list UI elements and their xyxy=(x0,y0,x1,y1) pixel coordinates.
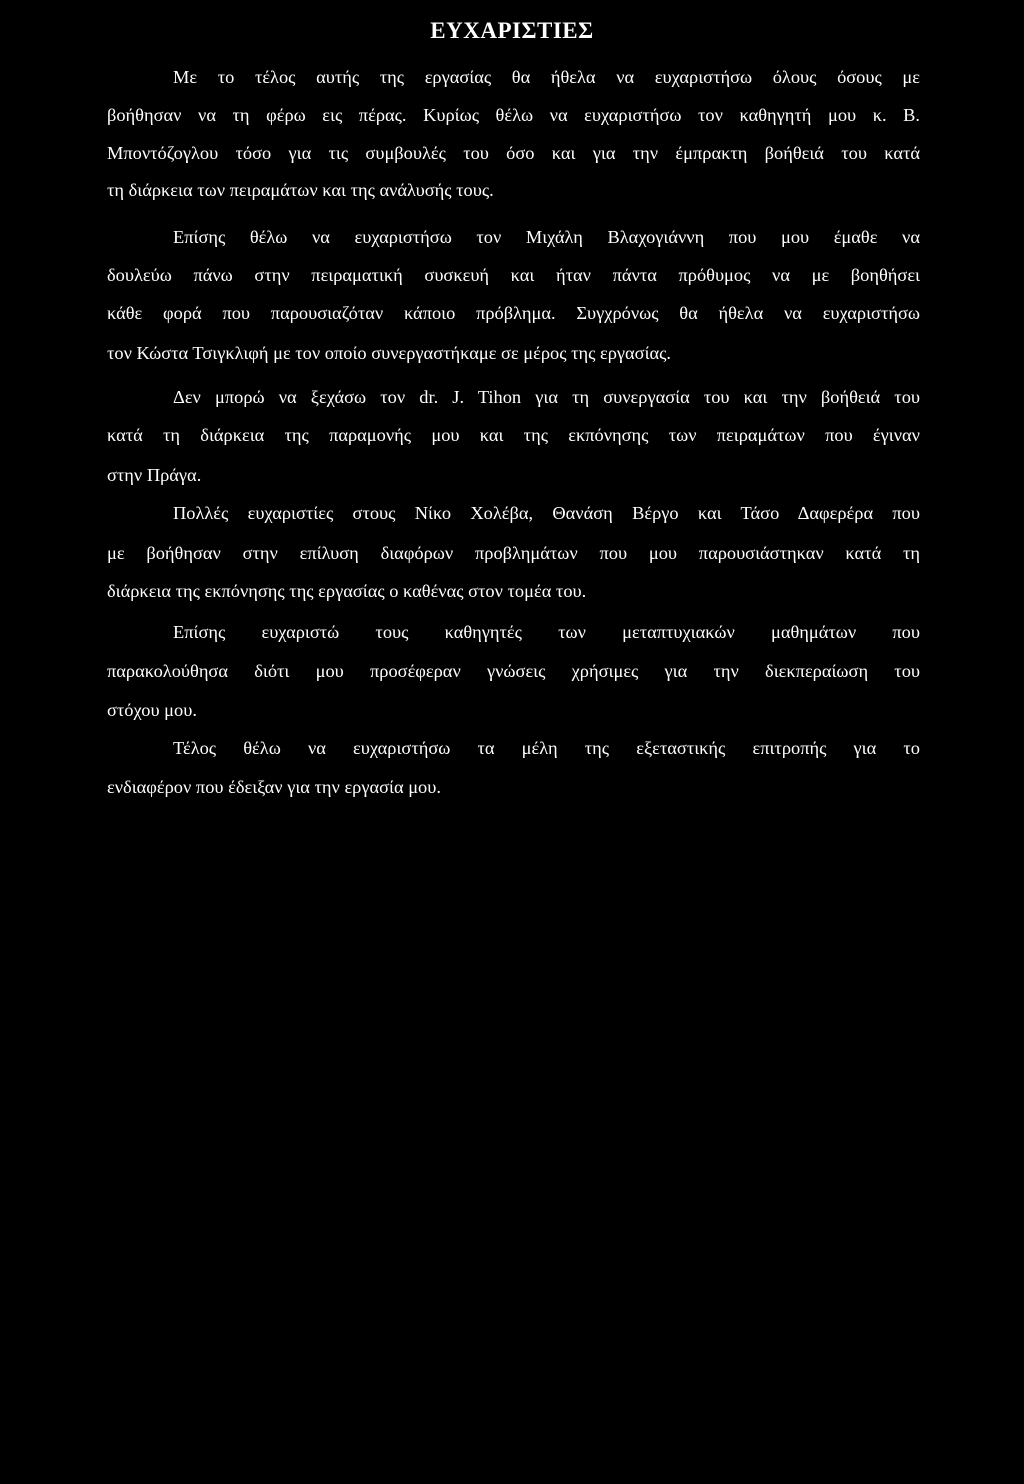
text-line: στην Πράγα. xyxy=(107,465,202,485)
text-line: τη διάρκεια των πειραμάτων και της ανάλυσής τους. xyxy=(107,180,494,200)
text-line: Επίσης ευχαριστώ τους καθηγητές των μεταπτυχιακών μαθημάτων που xyxy=(173,622,920,642)
text-line: στόχου μου. xyxy=(107,700,197,720)
text-line: παρακολούθησα διότι μου προσέφεραν γνώσεις χρήσιμες για την διεκπεραίωση του xyxy=(107,661,920,681)
text-line: κατά τη διάρκεια της παραμονής μου και της εκπόνησης των πειραμάτων που έγιναν xyxy=(107,425,920,445)
text-line: διάρκεια της εκπόνησης της εργασίας ο καθένας στον τομέα του. xyxy=(107,581,587,601)
text-line: Μποντόζογλου τόσο για τις συμβουλές του όσο και για την έμπρακτη βοήθειά του κατά xyxy=(107,143,920,163)
text-line: με βοήθησαν στην επίλυση διαφόρων προβλημάτων που μου παρουσιάστηκαν κατά τη xyxy=(107,543,920,563)
text-line: ενδιαφέρον που έδειξαν για την εργασία μου. xyxy=(107,777,441,797)
text-line: Δεν μπορώ να ξεχάσω τον dr. J. Tihon για τη συνεργασία του και την βοήθειά του xyxy=(173,387,920,407)
text-line: βοήθησαν να τη φέρω εις πέρας. Κυρίως θέλω να ευχαριστήσω τον καθηγητή μου κ. Β. xyxy=(107,105,920,125)
page-title: ΕΥΧΑΡΙΣΤΙΕΣ xyxy=(430,18,594,43)
text-line: δουλεύω πάνω στην πειραματική συσκευή και ήταν πάντα πρόθυμος να με βοηθήσει xyxy=(107,265,920,285)
text-line: Επίσης θέλω να ευχαριστήσω τον Μιχάλη Βλαχογιάννη που μου έμαθε να xyxy=(173,227,920,247)
text-line: Πολλές ευχαριστίες στους Νίκο Χολέβα, Θανάση Βέργο και Τάσο Δαφερέρα που xyxy=(173,503,920,523)
text-line: τον Κώστα Τσιγκλιφή με τον οποίο συνεργαστήκαμε σε μέρος της εργασίας. xyxy=(107,343,672,363)
text-line: Με το τέλος αυτής της εργασίας θα ήθελα να ευχαριστήσω όλους όσους με xyxy=(173,67,920,87)
text-line: Τέλος θέλω να ευχαριστήσω τα μέλη της εξεταστικής επιτροπής για το xyxy=(173,738,920,758)
text-line: κάθε φορά που παρουσιαζόταν κάποιο πρόβλημα. Συγχρόνως θα ήθελα να ευχαριστήσω xyxy=(107,303,920,323)
